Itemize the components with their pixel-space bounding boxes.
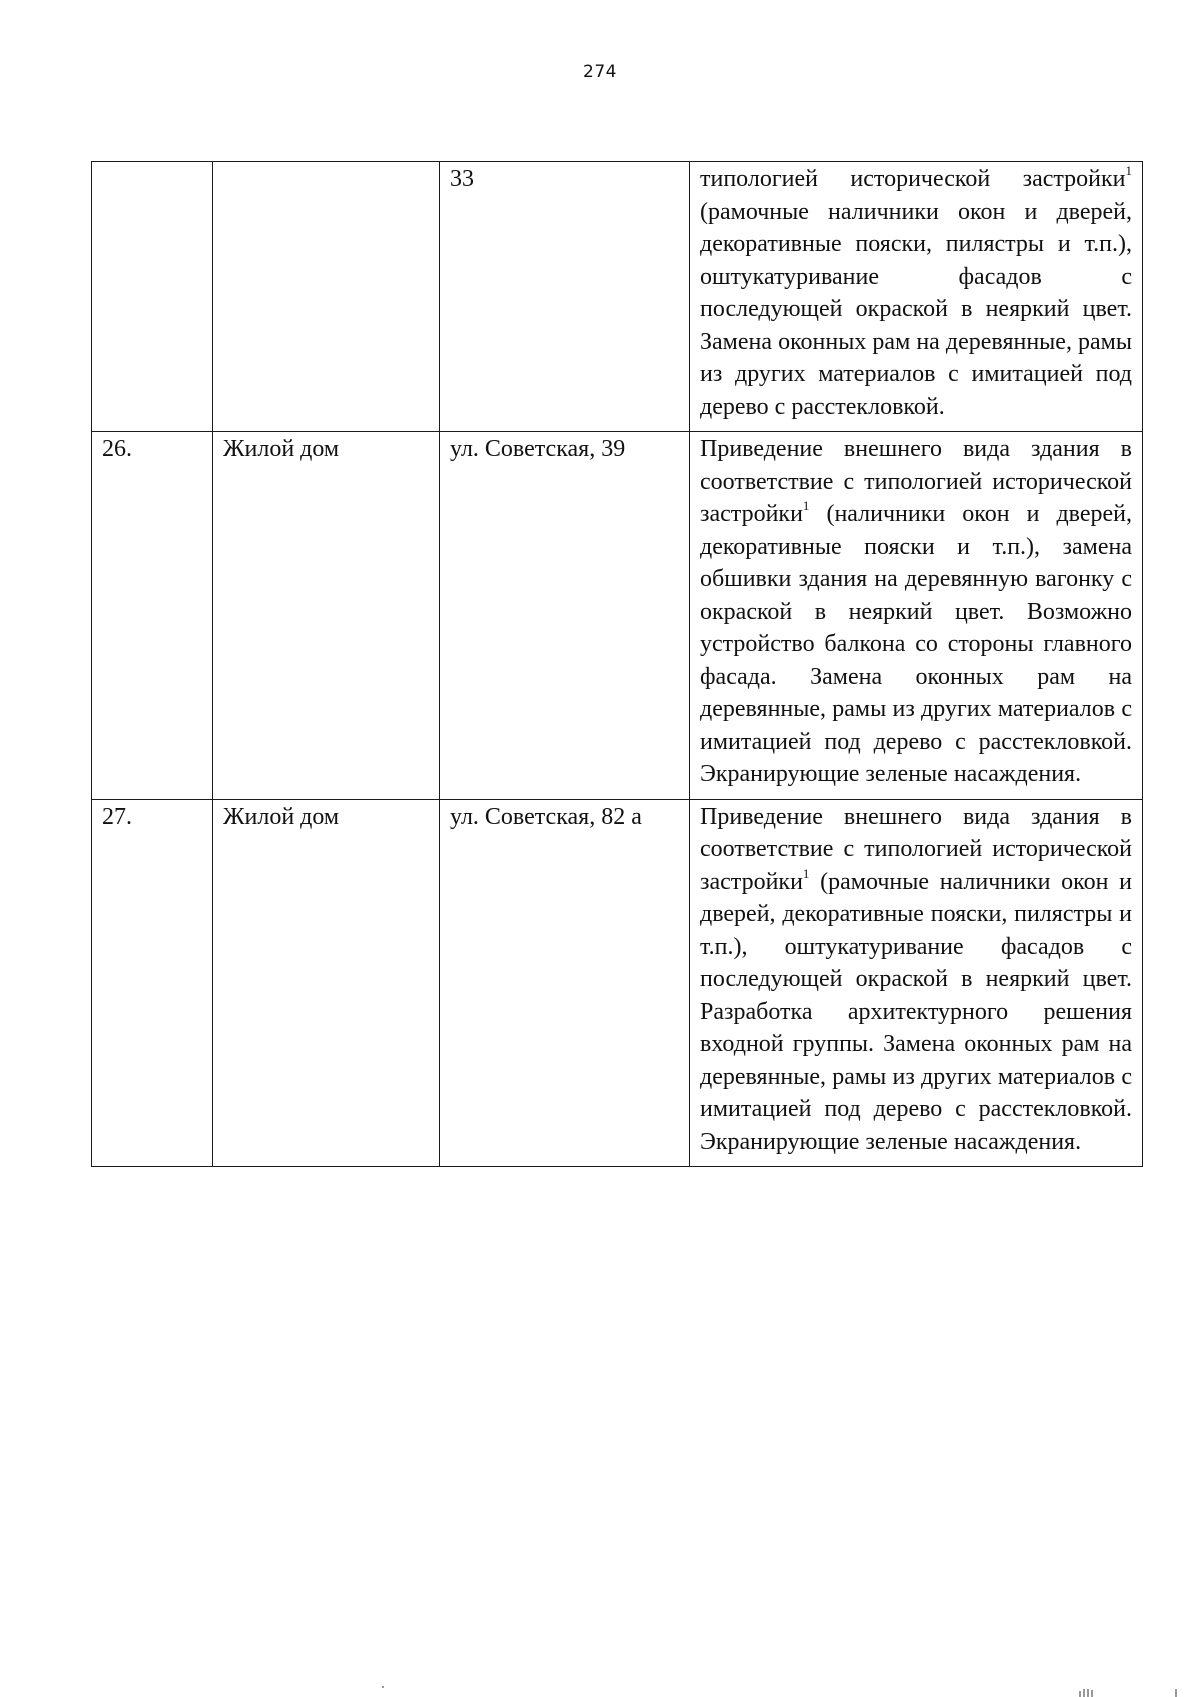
table-row [92, 432, 1143, 800]
footnote-ref: 1 [802, 865, 810, 881]
row-number-cell [92, 162, 213, 432]
row-number-cell: 27. [92, 799, 213, 1167]
object-name-cell: Жилой дом [213, 432, 440, 800]
address-cell: ул. Советская, 39 [440, 432, 690, 800]
requirements-text: (рамочные наличники окон и дверей, декоративные пояски, пилястры и т.п.), оштукатуривание фасадов с последующей окраской в неяркий цвет. Замена оконных рам на деревянные, рамы из других материалов с имитацией под дерево с расстекловкой. [700, 198, 1132, 420]
requirements-cell [690, 432, 1143, 800]
object-name-cell: Жилой дом [213, 799, 440, 1167]
requirements-text: типологией исторической застройки [700, 166, 1126, 192]
footnote-ref: 1 [802, 498, 810, 513]
address-cell: ул. Советская, 82 а [440, 799, 690, 1167]
object-name-cell [213, 162, 440, 432]
requirements-text: Приведение внешнего вида здания в соответствие с типологией исторической застройки [700, 803, 1132, 895]
row-number-cell: 26. [92, 432, 213, 800]
requirements-cell [690, 799, 1143, 1167]
heritage-buildings-table [91, 161, 1143, 1167]
requirements-text: (наличники окон и дверей, декоративные пояски и т.п.), замена обшивки здания на деревянную вагонку с окраской в неяркий цвет. Возможно устройство балкона со стороны главного фасада. Замена оконных рам на деревянные, рамы из других материалов с имитацией под дерево с расстекловкой. Экранирующие зеленые насаждения. [700, 501, 1132, 787]
requirements-cell [690, 162, 1143, 432]
footnote-ref: 1 [1125, 163, 1132, 178]
page-number: 274 [583, 62, 617, 82]
table-row [92, 799, 1143, 1167]
requirements-text: (рамочные наличники окон и дверей, декоративные пояски, пилястры и т.п.), оштукатуривание фасадов с последующей окраской в неяркий цвет. Разработка архитектурного решения входной группы. Замена оконных рам на деревянные, рамы из других материалов с имитацией под дерево с расстекловкой. Экранирующие зеленые насаждения. [700, 868, 1132, 1155]
table-row [92, 162, 1143, 432]
scan-artifact-marks [0, 1677, 1200, 1697]
requirements-text: Приведение внешнего вида здания в соответствие с типологией исторической застройки [700, 436, 1132, 527]
address-cell: 33 [440, 162, 690, 432]
